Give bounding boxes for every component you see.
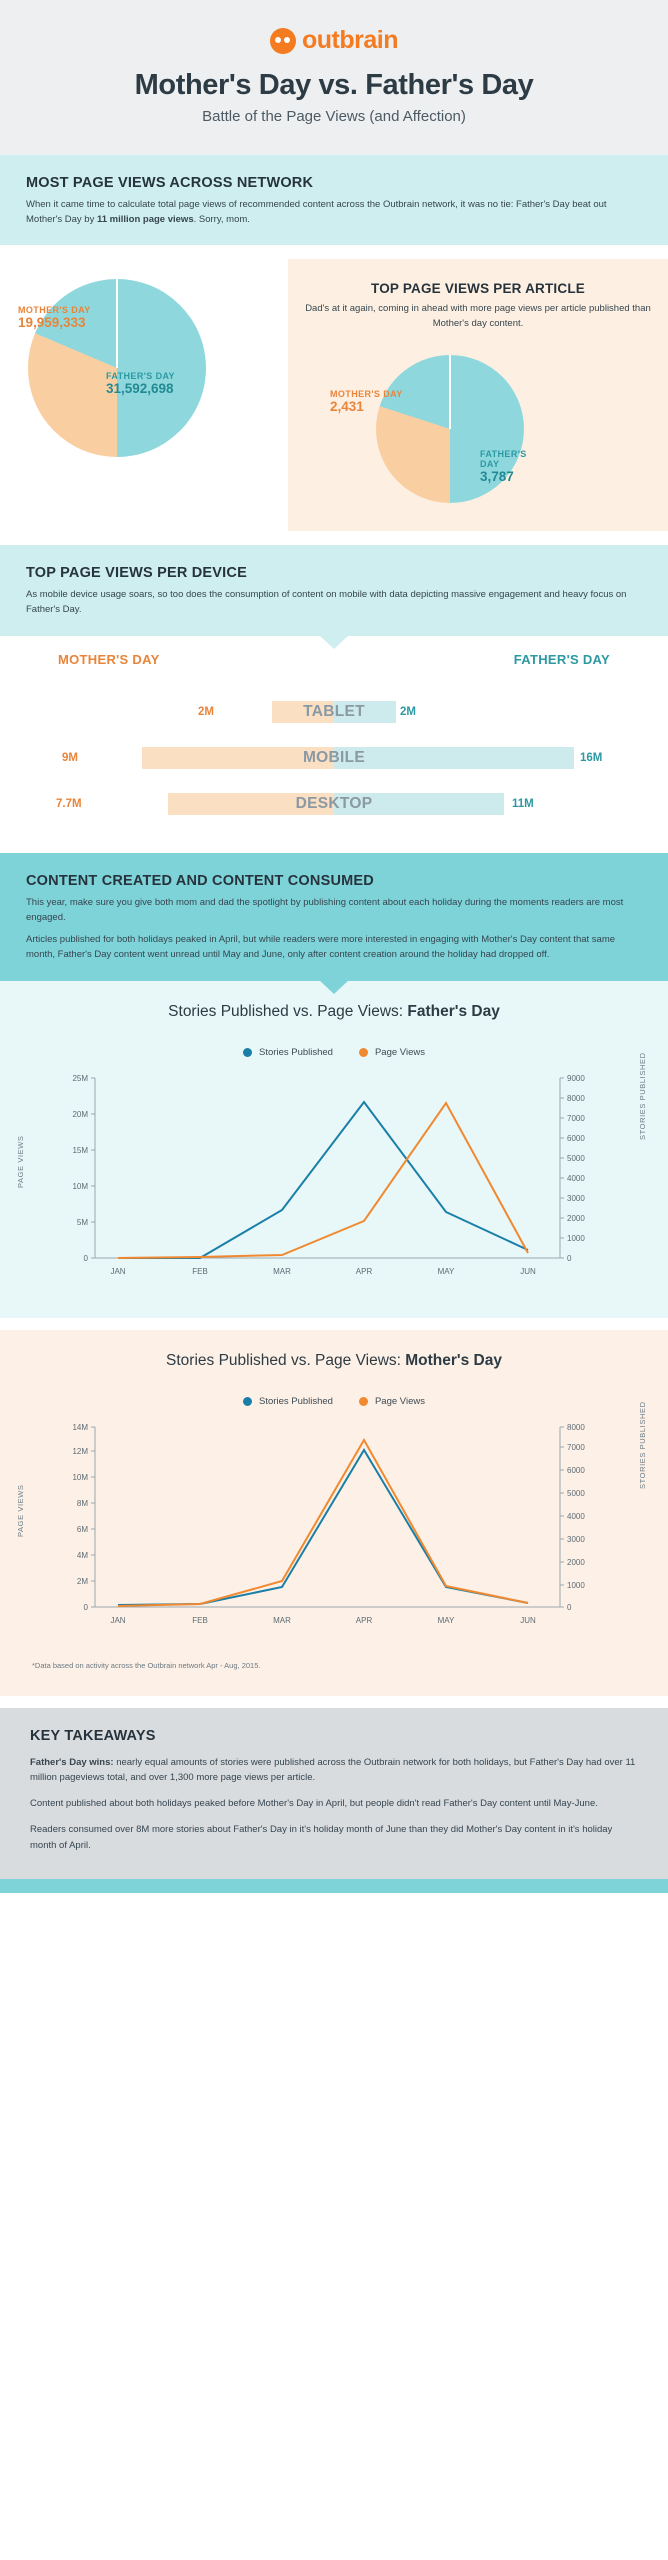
- legend-dot-blue-icon: [243, 1397, 252, 1406]
- svg-text:0: 0: [83, 1602, 88, 1612]
- svg-text:2M: 2M: [76, 1576, 88, 1586]
- band-notch: [319, 980, 349, 994]
- desktop-value-mothers: 7.7M: [56, 797, 82, 810]
- chart-mothers-title: Stories Published vs. Page Views: Mother's Day: [166, 1351, 502, 1369]
- chart-fathers-plot: [0, 1052, 668, 1308]
- svg-text:10M: 10M: [72, 1181, 88, 1191]
- svg-text:3000: 3000: [567, 1193, 585, 1203]
- device-bars-headings: [0, 652, 668, 667]
- svg-text:0: 0: [83, 1253, 88, 1263]
- chart-mothers-plot: [0, 1401, 668, 1657]
- chart-fathers-svg: [0, 1058, 668, 1308]
- pie-divider: [116, 279, 118, 368]
- svg-text:4M: 4M: [76, 1550, 88, 1560]
- pie-section: [0, 245, 668, 545]
- svg-text:8000: 8000: [567, 1422, 585, 1432]
- device-row-desktop: [0, 781, 668, 827]
- svg-text:15M: 15M: [72, 1145, 88, 1155]
- key-takeaways-title: KEY TAKEAWAYS: [30, 1727, 156, 1744]
- svg-text:9000: 9000: [567, 1073, 585, 1083]
- mobile-value-mothers: 9M: [62, 751, 78, 764]
- outbrain-logo-icon: [270, 28, 296, 54]
- svg-text:5000: 5000: [567, 1153, 585, 1163]
- svg-text:JUN: JUN: [520, 1615, 536, 1625]
- per-article-mothers-label: MOTHER'S DAY 2,431: [330, 389, 403, 415]
- per-article-title: TOP PAGE VIEWS PER ARTICLE: [371, 281, 585, 297]
- mobile-device-name: MOBILE: [302, 748, 366, 766]
- svg-text:0: 0: [567, 1253, 572, 1263]
- svg-text:APR: APR: [355, 1266, 373, 1276]
- svg-text:25M: 25M: [72, 1073, 88, 1083]
- chart-fathers-day: [0, 981, 668, 1318]
- outbrain-logo: [0, 26, 668, 55]
- page-subtitle: Battle of the Page Views (and Affection): [202, 108, 466, 125]
- section-network-header: [0, 155, 668, 245]
- section-content-p2: Articles published for both holidays peaked in April, but while readers were more interested in engaging with Mother's Day content that same month, Father's Day content went unread until May and June, only after content creation around the holiday had dropped off.: [26, 934, 616, 961]
- svg-text:JAN: JAN: [110, 1615, 126, 1625]
- device-bars-section: [0, 636, 668, 853]
- per-article-body: Dad's at it again, coming in ahead with more page views per article published than Mother's day content.: [305, 303, 651, 329]
- section-device-body: As mobile device usage soars, so too does the consumption of content on mobile with data depicting massive engagement and heavy focus on Father's Day.: [26, 589, 627, 616]
- mobile-bar-fathers: [334, 747, 574, 769]
- chart-mothers-y2-label: STORIES PUBLISHED: [638, 1401, 647, 1489]
- svg-text:5M: 5M: [76, 1217, 88, 1227]
- svg-text:14M: 14M: [72, 1422, 88, 1432]
- desktop-device-name: DESKTOP: [295, 794, 373, 812]
- device-row-tablet: [0, 689, 668, 735]
- page-title: Mother's Day vs. Father's Day: [134, 69, 534, 101]
- tablet-value-fathers: 2M: [400, 705, 416, 718]
- svg-text:JUN: JUN: [520, 1266, 536, 1276]
- svg-text:JAN: JAN: [110, 1266, 126, 1276]
- device-row-mobile: [0, 735, 668, 781]
- svg-text:4000: 4000: [567, 1511, 585, 1521]
- chart-mothers-legend: [0, 1396, 668, 1407]
- total-fathers-label: FATHER'S DAY 31,592,698: [106, 371, 175, 397]
- svg-text:7000: 7000: [567, 1113, 585, 1123]
- section-network-body: When it came time to calculate total page views of recommended content across the Outbrain network, it was no tie: Father's Day beat out Mother's Day by 11 million page views. Sorry, mom.: [26, 199, 607, 225]
- chart-fathers-y2-label: STORIES PUBLISHED: [638, 1052, 647, 1140]
- chart-mothers-svg: [0, 1407, 668, 1657]
- network-highlight: 11 million page views: [96, 213, 194, 225]
- section-content-title: CONTENT CREATED AND CONTENT CONSUMED: [26, 872, 374, 889]
- band-notch: [319, 635, 349, 649]
- legend-dot-orange-icon: [359, 1397, 368, 1406]
- svg-text:MAR: MAR: [273, 1615, 291, 1625]
- pie-total-chart: [18, 279, 206, 457]
- device-head-mothers: MOTHER'S DAY: [58, 651, 160, 667]
- legend-dot-orange-icon: [359, 1048, 368, 1057]
- pie-divider: [449, 355, 451, 429]
- mobile-value-fathers: 16M: [580, 751, 603, 764]
- pie-per-article-chart: [330, 355, 527, 503]
- svg-text:20M: 20M: [72, 1109, 88, 1119]
- section-content-header: [0, 853, 668, 981]
- section-network-title: MOST PAGE VIEWS ACROSS NETWORK: [26, 175, 314, 191]
- per-article-card: [288, 259, 668, 531]
- section-content-p1: This year, make sure you give both mom and dad the spotlight by publishing content about each holiday during the moments readers are most engaged.: [26, 896, 624, 923]
- bottom-strip: [0, 1879, 668, 1893]
- svg-text:6000: 6000: [567, 1133, 585, 1143]
- svg-text:4000: 4000: [567, 1173, 585, 1183]
- chart-fathers-legend: [0, 1047, 668, 1058]
- svg-text:1000: 1000: [567, 1580, 585, 1590]
- svg-text:6M: 6M: [76, 1524, 88, 1534]
- svg-text:2000: 2000: [567, 1557, 585, 1567]
- svg-text:8000: 8000: [567, 1093, 585, 1103]
- svg-text:MAR: MAR: [273, 1266, 291, 1276]
- svg-text:5000: 5000: [567, 1488, 585, 1498]
- legend-page-views: Page Views: [359, 1396, 425, 1407]
- takeaway-2: Content published about both holidays peaked before Mother's Day in April, but people didn't read Father's Day content until May-June.: [30, 1798, 598, 1810]
- svg-text:10M: 10M: [72, 1472, 88, 1482]
- takeaway-3: Readers consumed over 8M more stories about Father's Day in it's holiday month of June than they did Mother's Day content in it's holiday month of April.: [30, 1824, 613, 1851]
- chart-footnote: *Data based on activity across the Outbrain network Apr - Aug, 2015.: [0, 1657, 668, 1686]
- svg-text:1000: 1000: [567, 1233, 585, 1243]
- per-article-fathers-label: FATHER'S DAY 3,787: [480, 449, 527, 485]
- device-head-fathers: FATHER'S DAY: [513, 651, 610, 667]
- legend-dot-blue-icon: [243, 1048, 252, 1057]
- svg-text:MAY: MAY: [437, 1266, 455, 1276]
- chart-mothers-y-label: PAGE VIEWS: [16, 1484, 25, 1537]
- legend-stories-published: Stories Published: [243, 1047, 333, 1058]
- legend-stories-published: Stories Published: [243, 1396, 333, 1407]
- section-content-body: [26, 896, 642, 963]
- svg-text:MAY: MAY: [437, 1615, 455, 1625]
- tablet-device-name: TABLET: [303, 702, 365, 720]
- svg-text:0: 0: [567, 1602, 572, 1612]
- header: [0, 0, 668, 155]
- tablet-value-mothers: 2M: [198, 705, 214, 718]
- chart-fathers-y-label: PAGE VIEWS: [16, 1135, 25, 1188]
- total-mothers-label: MOTHER'S DAY 19,959,333: [18, 305, 91, 331]
- key-takeaways-section: [0, 1708, 668, 1879]
- svg-text:FEB: FEB: [192, 1266, 208, 1276]
- svg-text:FEB: FEB: [192, 1615, 208, 1625]
- chart-fathers-title: Stories Published vs. Page Views: Father's Day: [168, 1002, 500, 1020]
- svg-text:2000: 2000: [567, 1213, 585, 1223]
- svg-text:6000: 6000: [567, 1465, 585, 1475]
- chart-separator: [0, 1318, 668, 1330]
- svg-text:8M: 8M: [76, 1498, 88, 1508]
- svg-text:12M: 12M: [72, 1446, 88, 1456]
- desktop-value-fathers: 11M: [512, 797, 534, 810]
- svg-text:APR: APR: [355, 1615, 373, 1625]
- logo-text: outbrain: [302, 26, 398, 54]
- takeaways-separator: [0, 1696, 668, 1708]
- svg-text:7000: 7000: [567, 1442, 585, 1452]
- svg-text:3000: 3000: [567, 1534, 585, 1544]
- section-device-header: [0, 545, 668, 635]
- chart-mothers-day: [0, 1330, 668, 1696]
- takeaway-1: Father's Day wins: nearly equal amounts of stories were published across the Outbrain network for both holidays, but Father's Day had over 11 million pageviews total, and over 1,300 more page views per article.: [30, 1756, 636, 1783]
- legend-page-views: Page Views: [359, 1047, 425, 1058]
- section-device-title: TOP PAGE VIEWS PER DEVICE: [26, 565, 247, 582]
